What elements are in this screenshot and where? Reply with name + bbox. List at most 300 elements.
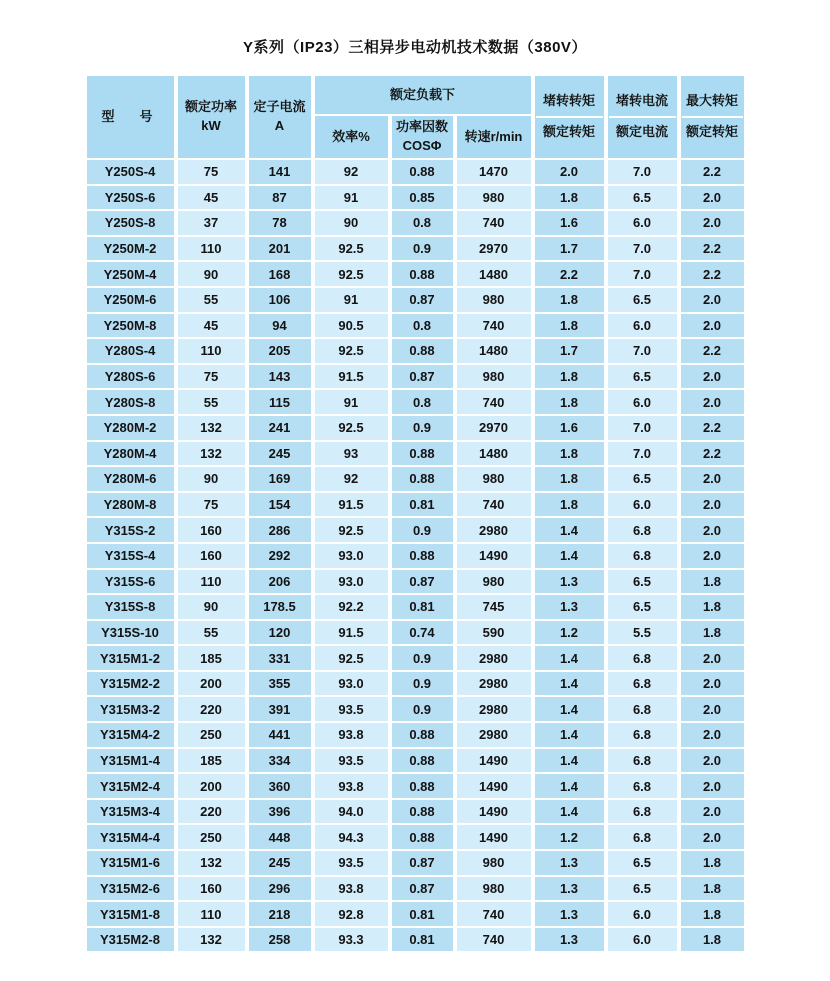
table-row xyxy=(87,339,744,363)
table-row xyxy=(87,262,744,286)
table-cell: 2980 xyxy=(457,697,531,721)
table-cell: 92.5 xyxy=(315,262,388,286)
table-cell: 0.87 xyxy=(392,877,453,901)
table-cell: 75 xyxy=(178,493,245,517)
table-cell: 0.88 xyxy=(392,774,453,798)
table-cell: Y250S-8 xyxy=(87,211,174,235)
table-cell: 2.0 xyxy=(681,544,744,568)
table-cell: 1490 xyxy=(457,544,531,568)
header-speed: 转速r/min xyxy=(457,116,531,158)
table-cell: 590 xyxy=(457,621,531,645)
table-cell: 55 xyxy=(178,288,245,312)
table-cell: 45 xyxy=(178,186,245,210)
table-cell: 250 xyxy=(178,723,245,747)
table-cell: 1.4 xyxy=(535,697,604,721)
table-cell: 245 xyxy=(249,851,311,875)
table-cell: Y315M1-4 xyxy=(87,749,174,773)
table-cell: 1.8 xyxy=(681,621,744,645)
table-cell: Y315M2-8 xyxy=(87,928,174,952)
table-cell: 2.2 xyxy=(681,262,744,286)
table-row xyxy=(87,288,744,312)
table-cell: 92.5 xyxy=(315,339,388,363)
table-cell: 740 xyxy=(457,928,531,952)
table-cell: 2.0 xyxy=(681,467,744,491)
table-cell: 132 xyxy=(178,416,245,440)
table-cell: 296 xyxy=(249,877,311,901)
header-rated-power xyxy=(178,76,245,158)
table-cell: 55 xyxy=(178,390,245,414)
table-cell: Y315M4-4 xyxy=(87,825,174,849)
table-cell: 2.0 xyxy=(681,314,744,338)
table-row xyxy=(87,518,744,542)
table-cell: Y315M1-8 xyxy=(87,902,174,926)
table-cell: Y250M-2 xyxy=(87,237,174,261)
table-cell: 6.5 xyxy=(608,288,677,312)
table-cell: 2.0 xyxy=(681,390,744,414)
table-cell: 1.8 xyxy=(535,493,604,517)
table-cell: 110 xyxy=(178,570,245,594)
table-cell: 2980 xyxy=(457,646,531,670)
table-row xyxy=(87,314,744,338)
table-cell: 1.8 xyxy=(535,467,604,491)
table-cell: 2.2 xyxy=(681,442,744,466)
table-cell: 94.3 xyxy=(315,825,388,849)
table-cell: 1.7 xyxy=(535,339,604,363)
table-row xyxy=(87,365,744,389)
table-cell: 169 xyxy=(249,467,311,491)
table-cell: 391 xyxy=(249,697,311,721)
table-cell: 37 xyxy=(178,211,245,235)
table-cell: 1.8 xyxy=(535,288,604,312)
table-cell: 0.88 xyxy=(392,825,453,849)
table-cell: 6.5 xyxy=(608,467,677,491)
table-cell: 6.8 xyxy=(608,723,677,747)
table-cell: 2.0 xyxy=(681,825,744,849)
table-body xyxy=(87,160,744,951)
table-cell: 7.0 xyxy=(608,160,677,184)
table-cell: Y280S-6 xyxy=(87,365,174,389)
table-row xyxy=(87,928,744,952)
table-cell: 7.0 xyxy=(608,442,677,466)
table-cell: 6.0 xyxy=(608,390,677,414)
table-cell: 1.7 xyxy=(535,237,604,261)
table-cell: 250 xyxy=(178,825,245,849)
table-cell: 185 xyxy=(178,646,245,670)
table-cell: 6.8 xyxy=(608,749,677,773)
table-cell: 0.87 xyxy=(392,365,453,389)
table-cell: 1490 xyxy=(457,825,531,849)
header-locked-current-den: 额定电流 xyxy=(615,124,668,139)
table-cell: 92 xyxy=(315,160,388,184)
table-row xyxy=(87,800,744,824)
table-cell: 1.3 xyxy=(535,595,604,619)
table-cell: 93.5 xyxy=(315,851,388,875)
table-cell: 2970 xyxy=(457,237,531,261)
table-cell: 185 xyxy=(178,749,245,773)
table-cell: 2.2 xyxy=(681,339,744,363)
table-cell: 200 xyxy=(178,774,245,798)
table-cell: 0.88 xyxy=(392,749,453,773)
table-cell: Y315M1-2 xyxy=(87,646,174,670)
table-cell: 1480 xyxy=(457,339,531,363)
table-cell: 980 xyxy=(457,851,531,875)
table-cell: Y315M1-6 xyxy=(87,851,174,875)
table-cell: 132 xyxy=(178,928,245,952)
table-cell: 980 xyxy=(457,186,531,210)
table-cell: 6.5 xyxy=(608,851,677,875)
header-max-torque-den: 额定转矩 xyxy=(685,124,738,139)
table-cell: 2.0 xyxy=(681,646,744,670)
table-cell: 245 xyxy=(249,442,311,466)
table-cell: 0.88 xyxy=(392,800,453,824)
table-row xyxy=(87,621,744,645)
table-cell: 6.5 xyxy=(608,877,677,901)
header-locked-current-ratio xyxy=(608,76,677,158)
table-cell: Y280S-4 xyxy=(87,339,174,363)
table-cell: 0.9 xyxy=(392,646,453,670)
table-cell: 201 xyxy=(249,237,311,261)
table-cell: 441 xyxy=(249,723,311,747)
table-cell: 6.8 xyxy=(608,544,677,568)
table-cell: Y315S-10 xyxy=(87,621,174,645)
table-cell: 115 xyxy=(249,390,311,414)
table-cell: 1.8 xyxy=(681,570,744,594)
table-cell: 92.5 xyxy=(315,646,388,670)
table-cell: Y280M-2 xyxy=(87,416,174,440)
table-cell: 1.8 xyxy=(681,851,744,875)
table-cell: 980 xyxy=(457,877,531,901)
table-cell: Y315M4-2 xyxy=(87,723,174,747)
table-cell: 93 xyxy=(315,442,388,466)
table-cell: 1.3 xyxy=(535,851,604,875)
table-cell: 1.4 xyxy=(535,646,604,670)
table-row xyxy=(87,697,744,721)
table-row xyxy=(87,749,744,773)
table-cell: 154 xyxy=(249,493,311,517)
table-cell: 94 xyxy=(249,314,311,338)
table-cell: 1.4 xyxy=(535,723,604,747)
table-row xyxy=(87,442,744,466)
table-cell: 286 xyxy=(249,518,311,542)
table-cell: 2.2 xyxy=(535,262,604,286)
table-cell: 1480 xyxy=(457,442,531,466)
table-cell: 6.0 xyxy=(608,493,677,517)
table-cell: 1.6 xyxy=(535,416,604,440)
table-cell: 331 xyxy=(249,646,311,670)
table-cell: 90 xyxy=(178,467,245,491)
table-cell: 1.2 xyxy=(535,825,604,849)
header-locked-current-num: 堵转电流 xyxy=(609,92,676,118)
table-cell: 91.5 xyxy=(315,621,388,645)
table-cell: 1.4 xyxy=(535,518,604,542)
table-cell: 141 xyxy=(249,160,311,184)
table-cell: 2970 xyxy=(457,416,531,440)
header-max-torque-num: 最大转矩 xyxy=(682,92,743,118)
table-cell: 90.5 xyxy=(315,314,388,338)
table-cell: 6.0 xyxy=(608,314,677,338)
table-cell: 0.8 xyxy=(392,314,453,338)
table-cell: Y315M2-6 xyxy=(87,877,174,901)
table-cell: 6.5 xyxy=(608,186,677,210)
table-cell: 0.9 xyxy=(392,416,453,440)
table-cell: 1.4 xyxy=(535,749,604,773)
header-power-factor-symbol: COSΦ xyxy=(402,138,442,153)
table-cell: 0.88 xyxy=(392,723,453,747)
table-cell: 1.8 xyxy=(535,390,604,414)
table-cell: 5.5 xyxy=(608,621,677,645)
table-row xyxy=(87,877,744,901)
table-cell: 1.8 xyxy=(681,877,744,901)
table-cell: 91.5 xyxy=(315,493,388,517)
table-cell: 1.3 xyxy=(535,570,604,594)
table-cell: 110 xyxy=(178,237,245,261)
table-cell: 1490 xyxy=(457,749,531,773)
table-cell: 7.0 xyxy=(608,237,677,261)
table-cell: Y250S-4 xyxy=(87,160,174,184)
table-cell: 6.8 xyxy=(608,774,677,798)
table-cell: 92 xyxy=(315,467,388,491)
table-cell: 1.8 xyxy=(681,595,744,619)
table-cell: 1.8 xyxy=(681,902,744,926)
table-row xyxy=(87,416,744,440)
table-cell: 160 xyxy=(178,518,245,542)
table-cell: 258 xyxy=(249,928,311,952)
table-cell: 1.4 xyxy=(535,774,604,798)
table-cell: 91.5 xyxy=(315,365,388,389)
table-cell: 110 xyxy=(178,339,245,363)
motor-spec-table xyxy=(83,74,748,953)
table-cell: 93.8 xyxy=(315,877,388,901)
table-cell: 93.8 xyxy=(315,774,388,798)
table-row xyxy=(87,672,744,696)
table-cell: 94.0 xyxy=(315,800,388,824)
table-cell: 75 xyxy=(178,365,245,389)
header-stator-current xyxy=(249,76,311,158)
table-cell: Y315S-4 xyxy=(87,544,174,568)
table-cell: 0.87 xyxy=(392,851,453,875)
table-cell: 92.5 xyxy=(315,518,388,542)
table-cell: 90 xyxy=(178,595,245,619)
table-cell: 1.2 xyxy=(535,621,604,645)
table-cell: Y280M-8 xyxy=(87,493,174,517)
table-cell: 6.8 xyxy=(608,825,677,849)
table-cell: 110 xyxy=(178,902,245,926)
table-cell: 740 xyxy=(457,211,531,235)
table-cell: 6.8 xyxy=(608,697,677,721)
table-cell: 93.0 xyxy=(315,544,388,568)
table-cell: 7.0 xyxy=(608,416,677,440)
table-cell: 132 xyxy=(178,442,245,466)
page-title: Y系列（IP23）三相异步电动机技术数据（380V） xyxy=(243,39,587,56)
table-cell: 241 xyxy=(249,416,311,440)
table-cell: 90 xyxy=(315,211,388,235)
header-rated-power-unit: kW xyxy=(201,118,221,133)
table-cell: 45 xyxy=(178,314,245,338)
table-cell: 6.5 xyxy=(608,595,677,619)
table-cell: Y250S-6 xyxy=(87,186,174,210)
table-cell: 6.5 xyxy=(608,365,677,389)
table-cell: 740 xyxy=(457,314,531,338)
table-cell: 2.2 xyxy=(681,416,744,440)
header-efficiency: 效率% xyxy=(315,116,388,158)
table-row xyxy=(87,723,744,747)
table-cell: 1.3 xyxy=(535,928,604,952)
table-cell: 2.0 xyxy=(681,723,744,747)
table-cell: 205 xyxy=(249,339,311,363)
table-cell: 6.0 xyxy=(608,928,677,952)
table-cell: 120 xyxy=(249,621,311,645)
table-row xyxy=(87,851,744,875)
table-row xyxy=(87,902,744,926)
table-cell: Y315S-2 xyxy=(87,518,174,542)
table-cell: 1.8 xyxy=(535,365,604,389)
table-cell: 1490 xyxy=(457,800,531,824)
table-cell: 0.9 xyxy=(392,697,453,721)
table-cell: 93.0 xyxy=(315,570,388,594)
table-row xyxy=(87,467,744,491)
table-cell: 91 xyxy=(315,288,388,312)
table-cell: 2.2 xyxy=(681,237,744,261)
table-row xyxy=(87,186,744,210)
table-cell: 2.0 xyxy=(681,493,744,517)
table-cell: Y280S-8 xyxy=(87,390,174,414)
table-cell: 2.0 xyxy=(681,186,744,210)
table-cell: 168 xyxy=(249,262,311,286)
table-cell: 980 xyxy=(457,365,531,389)
header-power-factor-name: 功率因数 xyxy=(395,119,448,135)
table-cell: 2.0 xyxy=(681,672,744,696)
table-cell: 0.88 xyxy=(392,467,453,491)
table-cell: Y315S-6 xyxy=(87,570,174,594)
table-cell: 0.81 xyxy=(392,595,453,619)
table-cell: 6.0 xyxy=(608,902,677,926)
header-max-torque-ratio xyxy=(681,76,744,158)
table-cell: 360 xyxy=(249,774,311,798)
table-cell: 0.9 xyxy=(392,237,453,261)
table-cell: 6.8 xyxy=(608,518,677,542)
table-cell: 740 xyxy=(457,390,531,414)
table-cell: 745 xyxy=(457,595,531,619)
table-cell: 0.88 xyxy=(392,544,453,568)
header-model xyxy=(87,76,174,158)
table-cell: 334 xyxy=(249,749,311,773)
table-cell: 55 xyxy=(178,621,245,645)
table-row xyxy=(87,237,744,261)
table-cell: 0.88 xyxy=(392,442,453,466)
table-cell: 106 xyxy=(249,288,311,312)
table-cell: 160 xyxy=(178,544,245,568)
table-cell: 1480 xyxy=(457,262,531,286)
table-cell: 0.85 xyxy=(392,186,453,210)
header-stator-current-name: 定子电流 xyxy=(253,99,306,115)
table-cell: 200 xyxy=(178,672,245,696)
table-cell: 2.0 xyxy=(681,749,744,773)
table-cell: 178.5 xyxy=(249,595,311,619)
table-cell: 75 xyxy=(178,160,245,184)
table-cell: 78 xyxy=(249,211,311,235)
table-row xyxy=(87,160,744,184)
table-cell: 93.3 xyxy=(315,928,388,952)
table-cell: 160 xyxy=(178,877,245,901)
header-rated-load-group: 额定负载下 xyxy=(315,76,531,114)
header-rated-power-name: 额定功率 xyxy=(184,99,237,115)
table-cell: 740 xyxy=(457,493,531,517)
header-locked-torque-den: 额定转矩 xyxy=(542,124,595,139)
table-cell: 2980 xyxy=(457,723,531,747)
table-cell: 2.0 xyxy=(681,211,744,235)
table-cell: 1.8 xyxy=(535,186,604,210)
table-cell: 6.8 xyxy=(608,646,677,670)
header-power-factor xyxy=(392,116,453,158)
table-cell: 0.87 xyxy=(392,288,453,312)
table-cell: Y315M2-4 xyxy=(87,774,174,798)
header-model-label: 型 号 xyxy=(101,108,159,124)
table-cell: 0.74 xyxy=(392,621,453,645)
table-cell: 93.5 xyxy=(315,697,388,721)
table-cell: 93.8 xyxy=(315,723,388,747)
table-cell: 1.8 xyxy=(681,928,744,952)
table-row xyxy=(87,493,744,517)
table-cell: 0.87 xyxy=(392,570,453,594)
table-row xyxy=(87,570,744,594)
table-cell: 91 xyxy=(315,186,388,210)
header-locked-torque-num: 堵转转矩 xyxy=(536,92,603,118)
table-header xyxy=(87,76,744,158)
table-cell: 6.8 xyxy=(608,672,677,696)
table-cell: 132 xyxy=(178,851,245,875)
table-cell: 980 xyxy=(457,288,531,312)
table-cell: 448 xyxy=(249,825,311,849)
table-cell: 2.0 xyxy=(681,774,744,798)
table-cell: 218 xyxy=(249,902,311,926)
table-cell: 1.6 xyxy=(535,211,604,235)
table-cell: 1470 xyxy=(457,160,531,184)
table-cell: 87 xyxy=(249,186,311,210)
table-row xyxy=(87,390,744,414)
table-cell: 0.8 xyxy=(392,390,453,414)
table-cell: 92.5 xyxy=(315,416,388,440)
table-cell: 980 xyxy=(457,467,531,491)
table-cell: 93.5 xyxy=(315,749,388,773)
table-cell: 2.0 xyxy=(681,365,744,389)
table-cell: 0.8 xyxy=(392,211,453,235)
table-cell: 2.0 xyxy=(681,697,744,721)
table-cell: 92.5 xyxy=(315,237,388,261)
table-row xyxy=(87,774,744,798)
table-cell: 6.0 xyxy=(608,211,677,235)
table-cell: 2.0 xyxy=(535,160,604,184)
table-cell: 92.8 xyxy=(315,902,388,926)
table-cell: Y315M3-4 xyxy=(87,800,174,824)
table-cell: 6.8 xyxy=(608,800,677,824)
table-cell: 6.5 xyxy=(608,570,677,594)
table-cell: 1.4 xyxy=(535,800,604,824)
table-cell: 1.3 xyxy=(535,877,604,901)
table-cell: 355 xyxy=(249,672,311,696)
table-cell: 143 xyxy=(249,365,311,389)
table-cell: 0.88 xyxy=(392,160,453,184)
table-cell: 7.0 xyxy=(608,339,677,363)
table-cell: 91 xyxy=(315,390,388,414)
header-stator-current-unit: A xyxy=(274,118,285,133)
table-cell: Y280M-4 xyxy=(87,442,174,466)
table-cell: 92.2 xyxy=(315,595,388,619)
table-cell: Y250M-4 xyxy=(87,262,174,286)
table-cell: 0.81 xyxy=(392,928,453,952)
table-cell: 2980 xyxy=(457,672,531,696)
table-cell: 0.88 xyxy=(392,262,453,286)
table-cell: 1.8 xyxy=(535,442,604,466)
